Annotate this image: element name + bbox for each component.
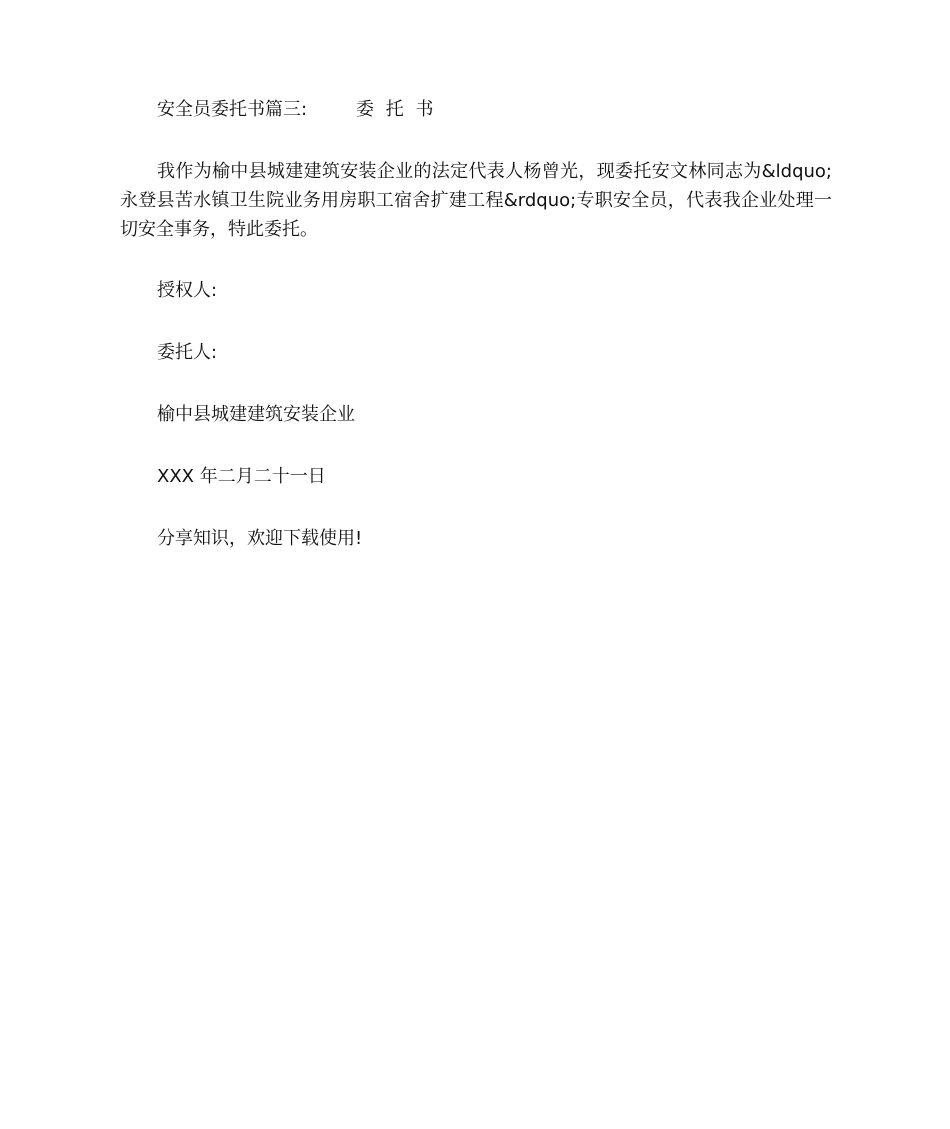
document-heading	[157, 97, 436, 123]
trustee-label: 委托人:	[157, 342, 218, 363]
document-title: 安全员委托书篇三:	[157, 99, 308, 120]
body-paragraph: 我作为榆中县城建建筑安装企业的法定代表人杨曾光，现委托安文林同志为&ldquo;永登县苦水镇卫生院业务用房职工宿舍扩建工程&rdquo;专职安全员，代表我企业处理一切安全事务，特此委托。	[120, 161, 832, 240]
footer-note: 分享知识，欢迎下载使用!	[157, 528, 363, 549]
document-date: XXX 年二月二十一日	[157, 466, 326, 487]
authorizer-label: 授权人:	[157, 280, 218, 301]
document-subtitle: 委 托 书	[356, 99, 437, 120]
company-name: 榆中县城建建筑安装企业	[157, 404, 355, 425]
